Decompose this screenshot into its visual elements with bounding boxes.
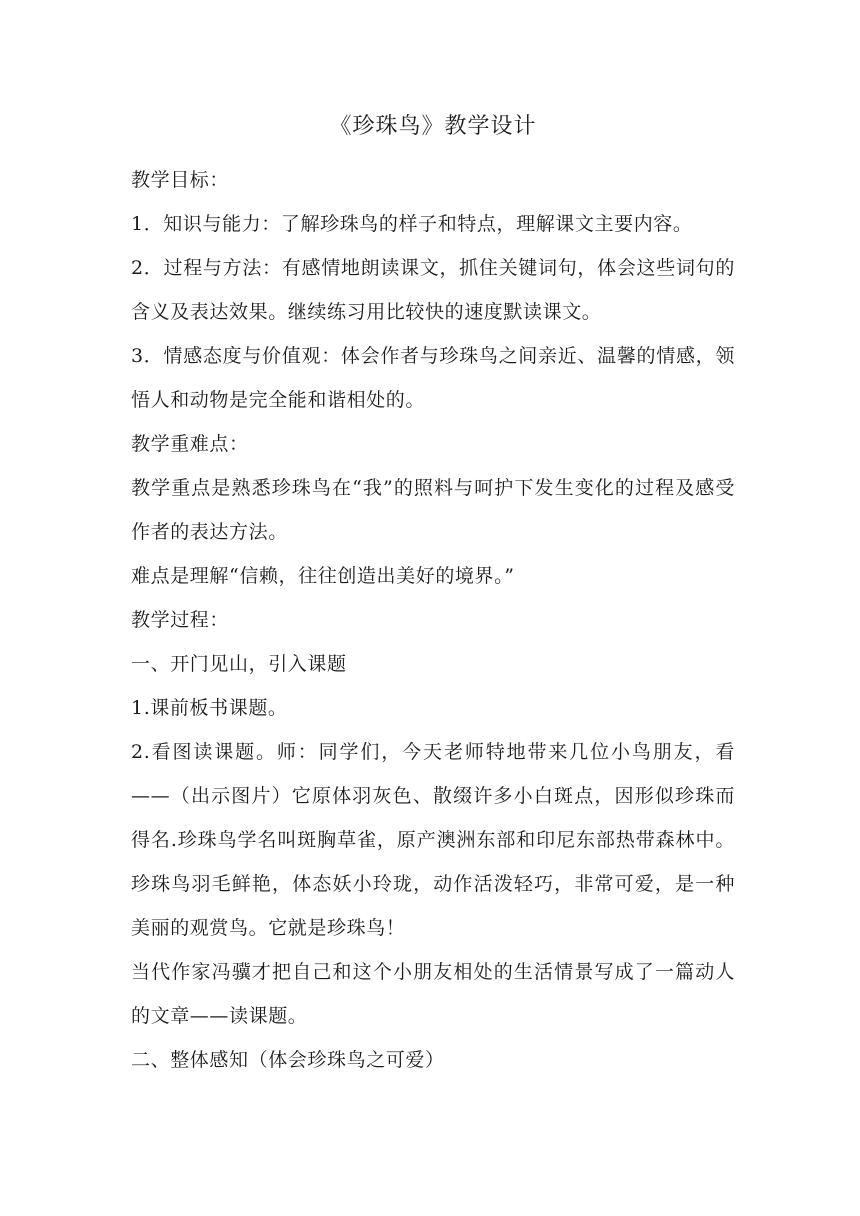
process-item-2: 2.看图读课题。师：同学们，今天老师特地带来几位小鸟朋友，看——（出示图片）它原体羽灰色、散缀许多小白斑点，因形似珍珠而得名.珍珠鸟学名叫斑胸草雀，原产澳洲东部和印尼东部热带森林中。珍珠鸟羽毛鲜艳，体态妖小玲珑，动作活泼轻巧，非常可爱，是一种美丽的观赏鸟。它就是珍珠鸟！ bbox=[131, 741, 735, 939]
author-intro-paragraph: 当代作家冯骥才把自己和这个小朋友相处的生活情景写成了一篇动人的文章——读课题。 bbox=[131, 961, 735, 1027]
section-heading-process: 教学过程： bbox=[131, 609, 230, 631]
difficulty-paragraph: 难点是理解“信赖，往往创造出美好的境界。” bbox=[131, 565, 515, 587]
goal-item-2: 2．过程与方法：有感情地朗读课文，抓住关键词句，体会这些词句的含义及表达效果。继续练习用比较快的速度默读课文。 bbox=[131, 257, 735, 323]
section-heading-key-points: 教学重难点： bbox=[131, 433, 249, 455]
key-point-paragraph: 教学重点是熟悉珍珠鸟在“我”的照料与呵护下发生变化的过程及感受作者的表达方法。 bbox=[131, 477, 735, 543]
document-title: 《珍珠鸟》教学设计 bbox=[329, 114, 537, 139]
process-item-1: 1.课前板书课题。 bbox=[131, 697, 288, 719]
goal-item-3: 3．情感态度与价值观：体会作者与珍珠鸟之间亲近、温馨的情感，领悟人和动物是完全能和谐相处的。 bbox=[131, 345, 735, 411]
process-step-2-heading: 二、整体感知（体会珍珠鸟之可爱） bbox=[131, 1049, 445, 1071]
process-step-1-heading: 一、开门见山，引入课题 bbox=[131, 653, 347, 675]
document-page bbox=[131, 112, 735, 1082]
section-heading-goals: 教学目标： bbox=[131, 169, 230, 191]
goal-item-1: 1．知识与能力：了解珍珠鸟的样子和特点，理解课文主要内容。 bbox=[131, 213, 693, 235]
